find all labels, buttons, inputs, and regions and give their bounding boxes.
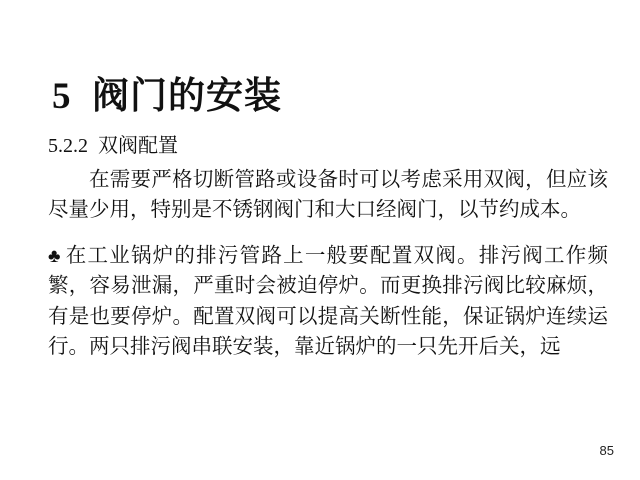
section-subheading: 5.2.2 双阀配置: [48, 135, 178, 157]
bullet-paragraph-boiler: [48, 241, 608, 362]
bullet-paragraph-text: 在工业锅炉的排污管路上一般要配置双阀。排污阀工作频繁，容易泄漏，严重时会被迫停炉。而更换排污阀比较麻烦，有是也要停炉。配置双阀可以提高关断性能，保证锅炉连续运行。两只排污阀串联安装，靠近锅炉的一只先开后关，远: [48, 245, 609, 358]
paragraph-spacer: [48, 225, 608, 241]
club-bullet-icon: ♣: [48, 246, 62, 268]
page-title: 5 阀门的安装: [52, 75, 282, 117]
paragraph-double-valve-usage: 在需要严格切断管路或设备时可以考虑采用双阀，但应该尽量少用，特别是不锈钢阀门和大口经阀门，以节约成本。: [48, 169, 608, 222]
page-number: 85: [599, 443, 614, 458]
slide-body: [48, 132, 608, 362]
